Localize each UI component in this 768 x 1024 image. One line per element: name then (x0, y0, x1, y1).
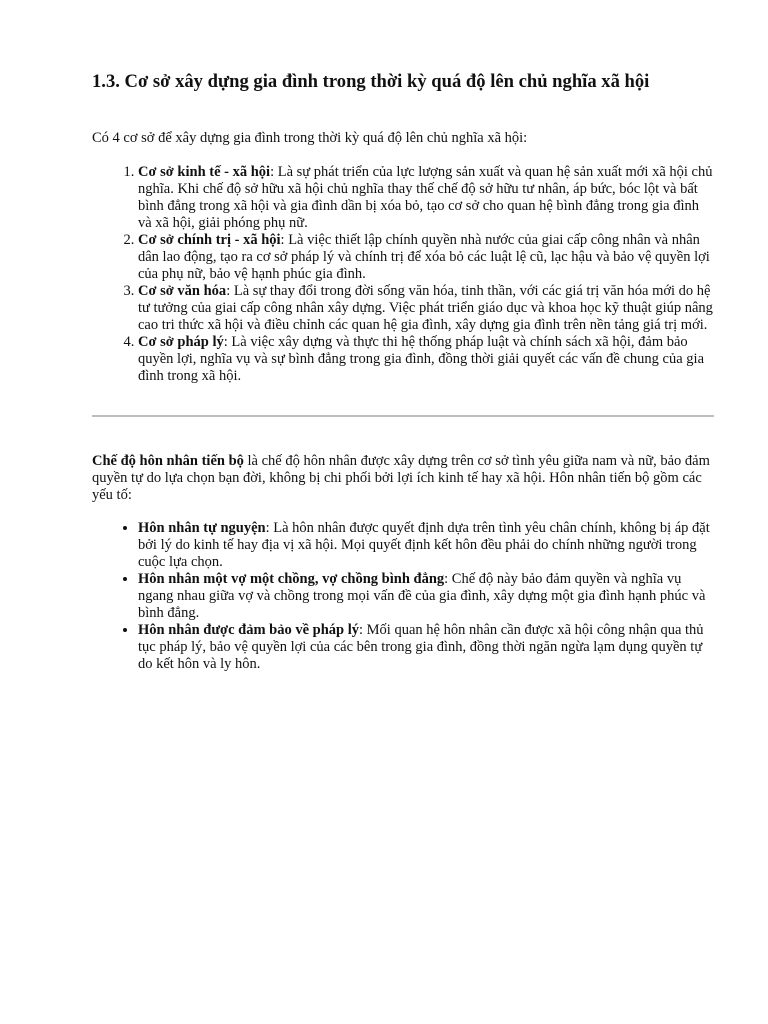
basis-term: Cơ sở pháp lý (138, 334, 224, 350)
basis-description: : Là sự phát triển của lực lượng sản xuất và quan hệ sản xuất mới xã hội chủ nghĩa. Khi chế độ sở hữu xã hội chủ nghĩa thay thế chế độ sở hữu tư nhân, áp bức, bóc lột và bất bình đẳng trong xã hội và gia đình dần bị xóa bỏ, tạo cơ sở cho quan hệ bình đẳng trong gia đình và xã hội, giải phóng phụ nữ. (138, 164, 713, 231)
horizontal-divider (92, 415, 714, 417)
basis-description: : Là việc thiết lập chính quyền nhà nước của giai cấp công nhân và nhân dân lao động, tạo ra cơ sở pháp lý và chính trị để xóa bỏ các luật lệ cũ, lạc hậu và bảo vệ quyền lợi của phụ nữ, bảo vệ hạnh phúc gia đình. (138, 232, 710, 282)
factor-list (92, 520, 714, 673)
list-item-political-social-basis (138, 232, 714, 283)
basis-description: : Là sự thay đổi trong đời sống văn hóa, tinh thần, với các giá trị văn hóa mới do hệ tư tưởng của giai cấp công nhân xây dựng. Việc phát triển giáo dục và khoa học kỹ thuật giúp nâng cao tri thức xã hội và điều chỉnh các quan hệ gia đình, xây dựng gia đình trên nền tảng giá trị mới. (138, 283, 713, 333)
basis-description: : Là việc xây dựng và thực thi hệ thống pháp luật và chính sách xã hội, đảm bảo quyền lợi, nghĩa vụ và sự bình đẳng trong gia đình, đồng thời giải quyết các vấn đề chung của gia đình trong xã hội. (138, 334, 705, 384)
basis-term: Cơ sở kinh tế - xã hội (138, 164, 271, 180)
list-item-cultural-basis (138, 283, 714, 334)
factor-description: : Chế độ này bảo đảm quyền và nghĩa vụ ngang nhau giữa vợ và chồng trong mọi vấn đề của gia đình, xây dựng một gia đình hạnh phúc và bình đẳng. (138, 571, 706, 621)
definition-paragraph (92, 453, 714, 504)
list-item-monogamy-equality (138, 571, 714, 622)
factor-term: Hôn nhân tự nguyện (138, 520, 266, 536)
basis-term: Cơ sở văn hóa (138, 283, 227, 299)
list-item-voluntary-marriage (138, 520, 714, 571)
basis-term: Cơ sở chính trị - xã hội (138, 232, 281, 248)
section-title: 1.3. Cơ sở xây dựng gia đình trong thời kỳ quá độ lên chủ nghĩa xã hội (92, 71, 650, 92)
list-item-legal-basis (138, 334, 714, 385)
definition-term: Chế độ hôn nhân tiến bộ (92, 453, 244, 469)
factor-term: Hôn nhân được đảm bảo về pháp lý (138, 622, 360, 638)
list-item-legal-marriage (138, 622, 714, 673)
basis-list (92, 164, 714, 385)
definition-text: là chế độ hôn nhân được xây dựng trên cơ sở tình yêu giữa nam và nữ, bảo đảm quyền tự do lựa chọn bạn đời, không bị chi phối bởi lợi ích kinh tế hay xã hội. Hôn nhân tiến bộ gồm các yếu tố: (92, 453, 710, 503)
factor-term: Hôn nhân một vợ một chồng, vợ chồng bình đẳng (138, 571, 445, 587)
factor-description: : Là hôn nhân được quyết định dựa trên tình yêu chân chính, không bị áp đặt bởi lý do kinh tế hay địa vị xã hội. Mọi quyết định kết hôn đều phải do chính những người trong cuộc lựa chọn. (138, 520, 710, 570)
list-item-economic-social-basis (138, 164, 714, 232)
intro-paragraph: Có 4 cơ sở để xây dựng gia đình trong thời kỳ quá độ lên chủ nghĩa xã hội: (92, 130, 528, 146)
factor-description: : Mối quan hệ hôn nhân cần được xã hội công nhận qua thủ tục pháp lý, bảo vệ quyền lợi của các bên trong gia đình, đồng thời ngăn ngừa lạm dụng quyền tự do kết hôn và ly hôn. (138, 622, 704, 672)
